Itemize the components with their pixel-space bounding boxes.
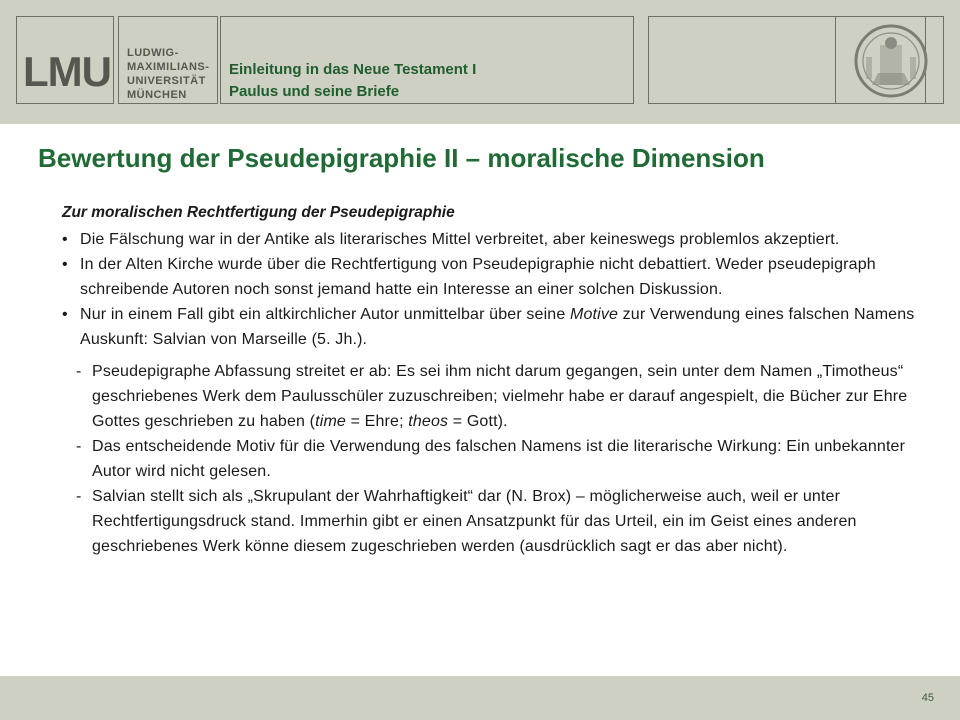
university-name-box — [118, 16, 218, 104]
dash-text: Das entscheidende Motiv für die Verwendung des falschen Namens ist die literarische Wirkung: Ein unbekannter Autor wird nicht gelesen. — [92, 438, 906, 480]
dash-text-part: Pseudepigraphe Abfassung streitet er ab: Es sei ihm nicht darum gegangen, sein unter dem Namen „Timotheus“ geschriebenes Werk dem Paulusschüler zuzuschreiben; vielmehr habe er darauf angespielt, die Bücher zur Ehre Gottes geschrieben zu haben ( — [92, 363, 908, 430]
dash-marker: - — [76, 438, 82, 455]
bullet-text: In der Alten Kirche wurde über die Rechtfertigung von Pseudepigraphie nicht debattiert. Weder pseudepigraph schreibende Autoren noch sonst jemand hatte ein Interesse an einer solchen Diskussion. — [80, 256, 876, 298]
university-line: MAXIMILIANS- — [127, 61, 210, 73]
dash-item — [76, 434, 942, 484]
bullet-text-part: Nur in einem Fall gibt ein altkirchlicher Autor unmittelbar über seine — [80, 306, 570, 323]
dash-list — [62, 359, 942, 559]
dash-text: Salvian stellt sich als „Skrupulant der Wahrhaftigkeit“ dar (N. Brox) – möglicherweise auch, weil er unter Rechtfertigungsdruck stand. Immerhin gibt er einen Ansatzpunkt für das Urteil, ein im Geist eines anderen geschriebenes Werk könne diesem zugeschrieben werden (ausdrücklich sagt er das aber nicht). — [92, 488, 857, 555]
lmu-logo: LMU — [23, 48, 111, 95]
page-number: 45 — [921, 692, 934, 704]
seal-box — [835, 16, 944, 104]
course-line: Einleitung in das Neue Testament I — [229, 61, 477, 78]
university-line: LUDWIG- — [127, 47, 179, 59]
section-subheading: Zur moralischen Rechtfertigung der Pseudepigraphie — [62, 204, 455, 221]
slide-content — [62, 203, 942, 559]
dash-text-italic: theos — [408, 413, 449, 430]
dash-text-italic: time — [315, 413, 346, 430]
dash-marker: - — [76, 488, 82, 505]
header-band — [0, 0, 960, 124]
course-title — [229, 59, 476, 103]
bullet-marker: • — [62, 306, 68, 323]
university-name — [127, 46, 209, 102]
dash-text-part: = Gott). — [448, 413, 508, 430]
bullet-item — [62, 227, 942, 252]
bullet-marker: • — [62, 256, 68, 273]
bullet-text-italic: Motive — [570, 306, 619, 323]
bullet-item — [62, 302, 942, 352]
dash-text-part: = Ehre; — [345, 413, 409, 430]
dash-marker: - — [76, 363, 82, 380]
bullet-item — [62, 252, 942, 302]
bullet-text: Die Fälschung war in der Antike als literarisches Mittel verbreitet, aber keineswegs problemlos akzeptiert. — [80, 231, 840, 248]
logo-box — [16, 16, 114, 104]
course-line: Paulus und seine Briefe — [229, 83, 400, 100]
dash-item — [76, 484, 942, 559]
bullet-marker: • — [62, 231, 68, 248]
page-title: Bewertung der Pseudepigraphie II – moralische Dimension — [38, 143, 765, 173]
university-line: UNIVERSITÄT — [127, 75, 206, 87]
university-seal-icon — [850, 23, 932, 104]
footer-band — [0, 676, 960, 720]
course-title-box — [220, 16, 634, 104]
dash-item — [76, 359, 942, 434]
university-line: MÜNCHEN — [127, 89, 187, 101]
bullet-text-part: zur Verwendung eines falschen Namens Auskunft: Salvian von Marseille (5. Jh.). — [80, 306, 915, 348]
